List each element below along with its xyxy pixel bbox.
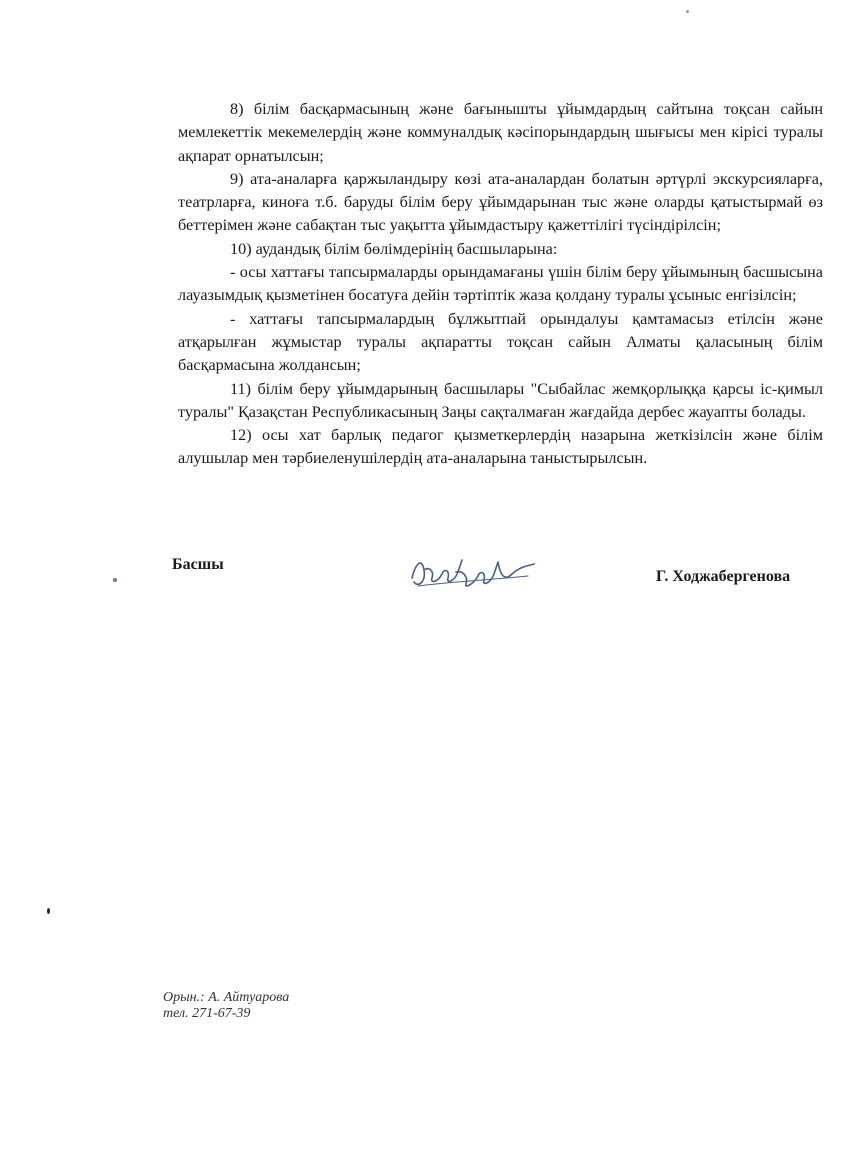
paragraph-10-item-1: - осы хаттағы тапсырмаларды орындамағаны үшін білім беру ұйымының басшысына лауазымдық қызметінен босатуға дейін тәртіптік жаза қолдану туралы ұсыныс енгізілсін;: [178, 263, 823, 305]
paragraph-10-item-2: - хаттағы тапсырмалардың бұлжытпай орындалуы қамтамасыз етілсін және атқарылған жұмыстар туралы ақпаратты тоқсан сайын Алматы қаласының білім басқармасына жолдансын;: [178, 309, 823, 375]
letter-body: [178, 98, 823, 471]
scan-speck: [113, 578, 117, 582]
signer-title: Басшы: [172, 556, 224, 573]
paragraph-8: 8) білім басқармасының және бағынышты ұйымдардың сайтына тоқсан сайын мемлекеттік мекемелердің және коммуналдық кәсіпорындардың шығысы мен кірісі туралы ақпарат орнатылсын;: [178, 100, 823, 165]
scan-speck: [686, 10, 689, 13]
paragraph-11: 11) білім беру ұйымдарының басшылары "Сыбайлас жемқорлыққа қарсы іс-қимыл туралы" Қазақстан Республикасының Заңы сақталмаған жағдайда дербес жауапты болады.: [178, 379, 823, 421]
paragraph-10: 10) аудандық білім бөлімдерінің басшыларына:: [230, 239, 558, 258]
paragraph-12: 12) осы хат барлық педагог қызметкерлердің назарына жеткізілсін және білім алушылар мен тәрбиеленушілердің ата-аналарына таныстырылсын.: [178, 426, 823, 468]
handwritten-signature: [408, 548, 538, 594]
paragraph-9: 9) ата-аналарға қаржыландыру көзі ата-аналардан болатын әртүрлі экскурсияларға, театрларға, киноға т.б. баруды білім беру ұйымдарынан тыс және оларды қатыстырмай өз беттерімен және сабақтан тыс уақытта ұйымдастыру қажеттілігі түсіндірілсін;: [178, 169, 823, 235]
executor-phone: тел. 271-67-39: [163, 1006, 251, 1021]
executor-name: Орын.: А. Айтуарова: [163, 990, 290, 1005]
signer-name: Г. Ходжабергенова: [656, 568, 791, 585]
executor-footer: [163, 990, 289, 1022]
scan-speck: [47, 908, 50, 914]
signature-block: [172, 556, 822, 596]
